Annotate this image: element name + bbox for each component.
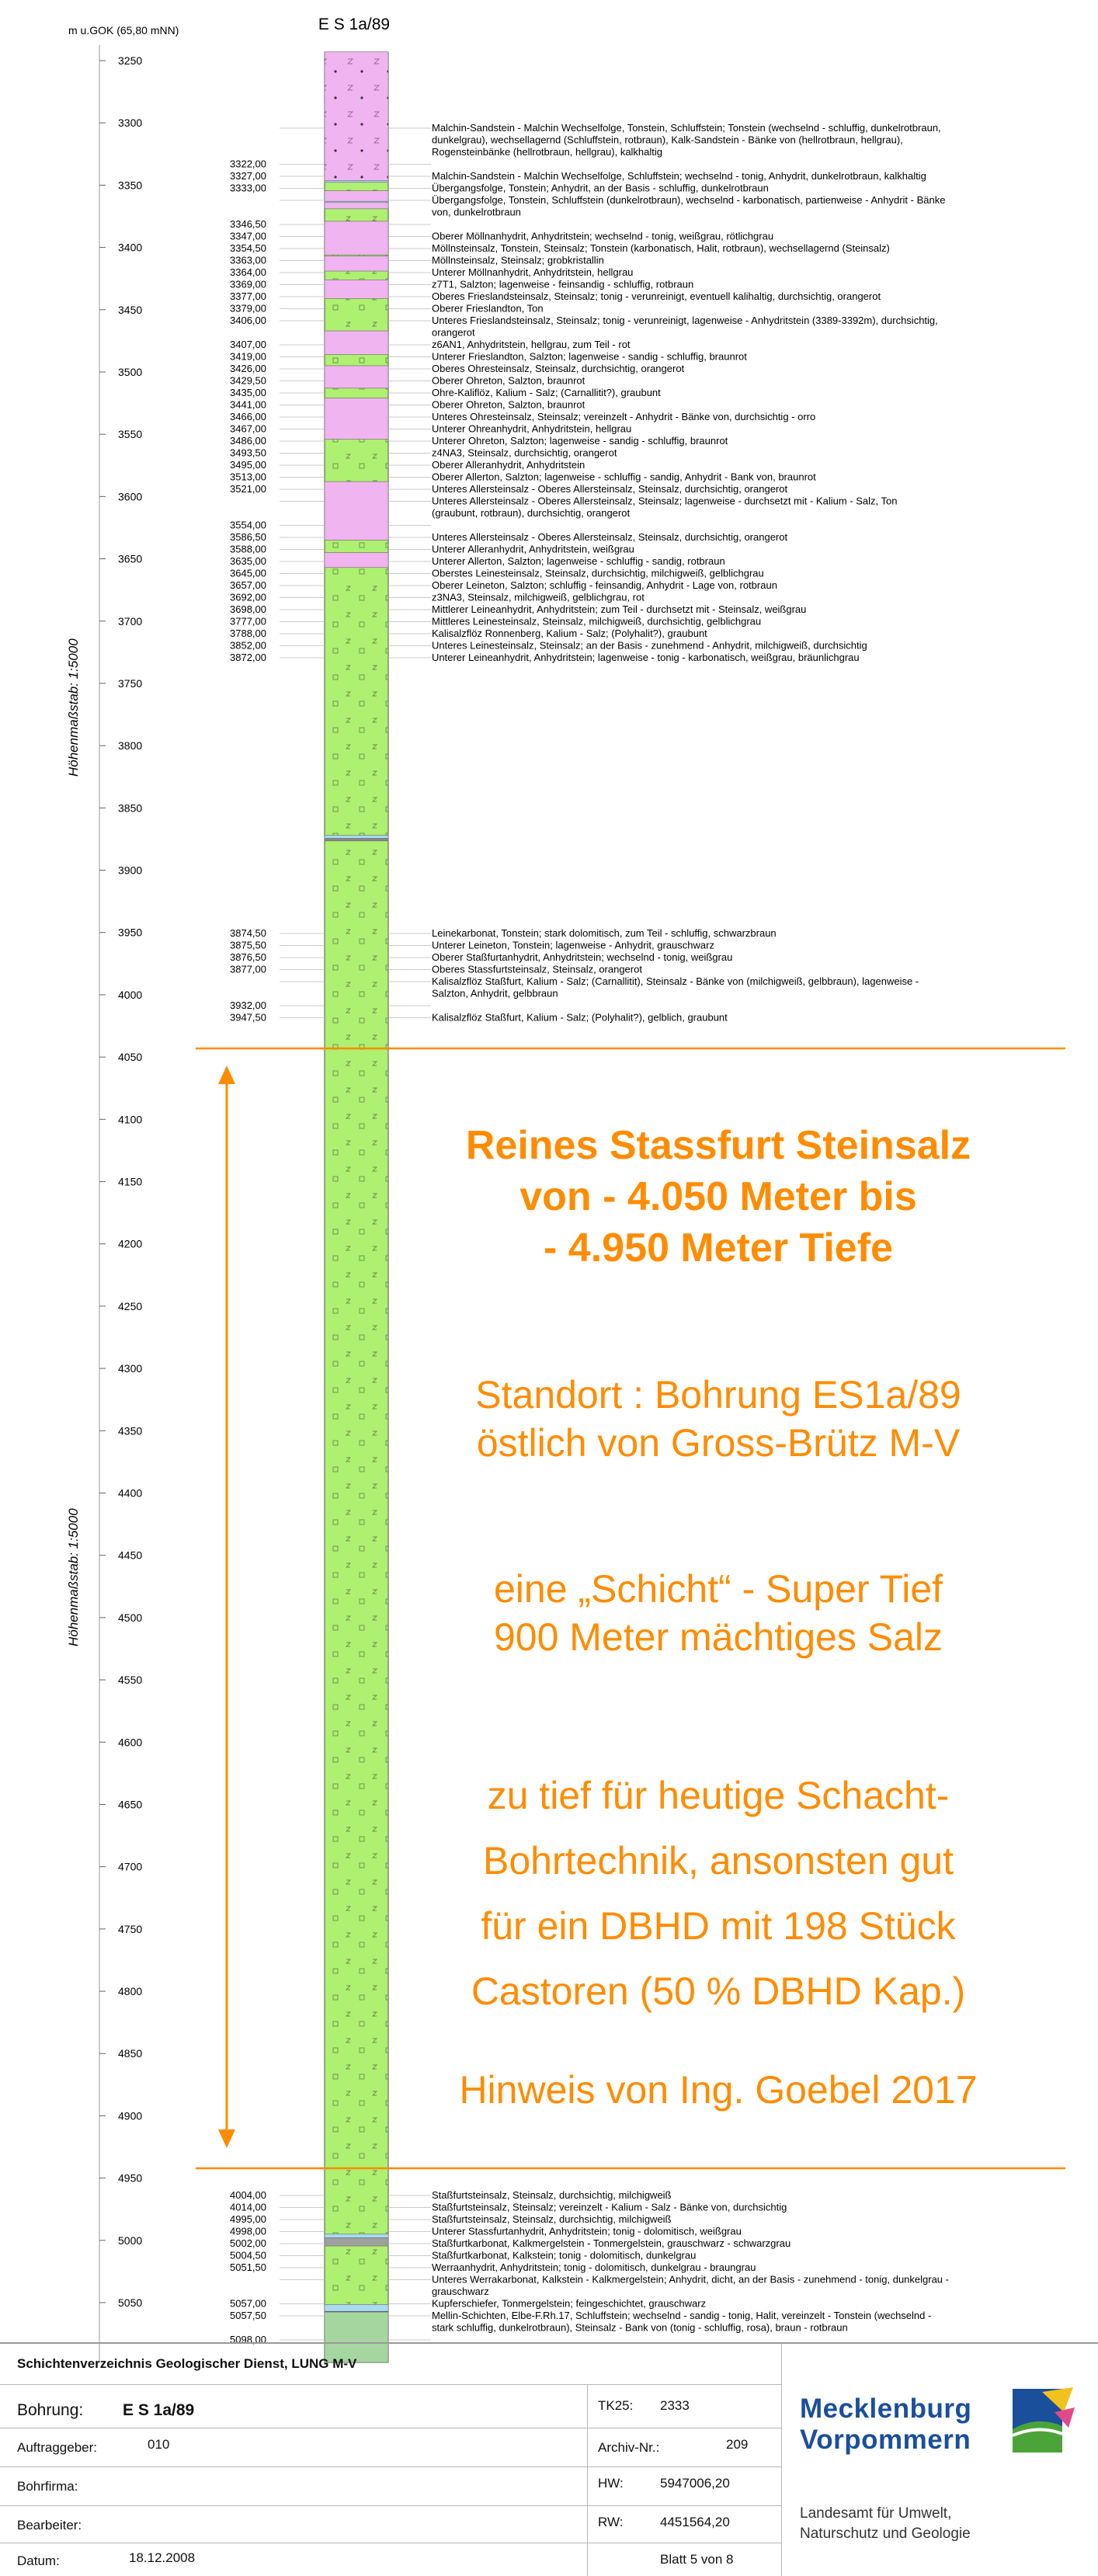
depth-tick-label: 3250 [118,54,143,67]
layer-description: Oberes Ohresteinsalz, Steinsalz, durchsichtig, orangerot [432,363,685,374]
depth-tick-label: 4050 [118,1051,143,1064]
layer-row [230,399,585,411]
annotation-line: für ein DBHD mit 198 Stück [481,1904,956,1948]
rw-label: RW: [598,2515,624,2529]
layer-row [230,2213,672,2225]
layer-depth: 3852,00 [230,639,266,652]
title-block-heading: Schichtenverzeichnis Geologischer Dienst, LUNG M-V [17,2356,357,2371]
annotation-credit: Hinweis von Ing. Goebel 2017 [459,2068,978,2112]
layer-description: Unteres Allersteinsalz - Oberes Allersteinsalz, Steinsalz, durchsichtig, orangerot [432,531,788,543]
depth-tick-label: 4000 [118,988,143,1001]
layer-depth: 3466,00 [230,411,266,422]
layer-depth: 3406,00 [230,315,266,326]
layer-description: Unteres Frieslandsteinsalz, Steinsalz; tonig - verunreinigt, lagenweise - Anhydritstein (3389-3392m), durchsichtig, [432,315,938,326]
annotation-heading [388,1120,1048,1274]
layer-row [230,2189,672,2201]
layer-depth: 3346,50 [230,218,266,230]
depth-tick-label: 4750 [118,1922,143,1935]
layer-row [230,2298,706,2310]
layer-description: Möllnsteinsalz, Tonstein, Steinsalz; Tonstein (karbonatisch, Halit, rotbraun), wechsellagernd (Steinsalz) [432,242,890,254]
depth-tick-label: 3700 [118,614,143,627]
layer-description: Malchin-Sandstein - Malchin Wechselfolge, Schluffstein; wechselnd - tonig, Anhydrit, dunkelrotbraun, kalkhaltig [432,170,926,182]
layer-description: z3NA3, Steinsalz, milchigweiß, gelblichgrau, rot [432,591,645,603]
bohrung-value: E S 1a/89 [123,2401,195,2419]
layer-description: orangerot [432,326,475,339]
layer-depth: 3698,00 [230,603,266,615]
layer-depth: 3493,50 [230,447,266,459]
depth-tick-label: 3350 [118,179,143,192]
layer-row [230,544,634,555]
depth-tick-label: 4450 [118,1549,143,1562]
layer-depth: 3407,00 [230,339,266,350]
layer-description: Unterer Ohreton, Salzton; lagenweise - sandig - schluffig, braunrot [432,435,728,447]
layer-description: Oberer Staßfurtanhydrit, Anhydritstein; wechselnd - tonig, weißgrau [432,951,733,963]
layer-depth: 3877,00 [230,963,266,975]
annotation-line: östlich von Gross-Brütz M-V [476,1421,961,1465]
datum-label: Datum: [17,2553,60,2568]
anhydrite-band [325,836,388,839]
layer-description: Kalisalzflöz Ronnenberg, Kalium - Salz; (Polyhalit?), graubunt [432,627,707,639]
depth-tick-label: 4150 [118,1175,143,1188]
annotation-line: eine „Schicht“ - Super Tief [493,1567,943,1611]
layer-depth: 3441,00 [230,398,266,411]
layer-row [230,1012,728,1024]
depth-tick-label: 3900 [118,864,143,877]
layer-description: Ohre-Kaliflöz, Kalium - Salz; (Carnallitit?), graubunt [432,387,661,398]
layer-row [230,447,617,459]
layer-description: z6AN1, Anhydritstein, hellgrau, zum Teil - rot [432,339,631,350]
datum-value: 18.12.2008 [129,2550,196,2565]
layer-description: Werraanhydrit, Anhydritstein; tonig - dolomitisch, dunkelgrau - braungrau [432,2261,756,2273]
bohrfirma-label: Bohrfirma: [17,2479,78,2494]
archiv-label: Archiv-Nr.: [598,2440,660,2455]
depth-tick-label: 4850 [118,2047,143,2060]
layer-depth: 3486,00 [230,435,266,447]
red-bed-interval [325,52,388,181]
layer-row [230,266,633,278]
layer-depth: 4995,00 [230,2213,266,2225]
layer-depth: 3645,00 [230,567,266,579]
layer-depth: 3554,00 [230,519,266,531]
layer-description: Unterer Leineton, Tonstein; lagenweise - Anhydrit, grauschwarz [432,939,714,951]
layer-description: Unterer Ohreanhydrit, Anhydritstein, hellgrau [432,422,632,435]
layer-row [230,555,725,567]
logo-emblem [1008,2384,1078,2462]
layer-row [230,568,764,579]
layer-description: Rogensteinbänke (hellrotbraun, hellgrau), kalkhaltig [432,146,663,158]
layer-description: Unteres Allersteinsalz - Oberes Allersteinsalz, Steinsalz, durchsichtig, orangerot [432,483,788,495]
depth-tick-label: 4900 [118,2109,143,2122]
layer-row [230,627,707,639]
layer-depth: 5057,50 [230,2310,266,2321]
agency-line1: Landesamt für Umwelt, [800,2505,952,2522]
layer-depth: 3419,00 [230,350,266,363]
layer-description: Mellin-Schichten, Elbe-F.Rh.17, Schluffstein; wechselnd - sandig - tonig, Halit, vereinzelt - Tonstein (wechselnd - [432,2310,932,2321]
depth-unit-label: m u.GOK (65,80 mNN) [68,24,179,37]
archiv-value: 209 [726,2437,749,2452]
layer-depth: 3364,00 [230,266,266,278]
layer-depth: 5057,00 [230,2297,266,2310]
layer-depth: 3874,50 [230,927,266,939]
depth-tick-label: 3450 [118,303,143,316]
logo [800,2384,1079,2470]
layer-description: Oberstes Leinesteinsalz, Steinsalz, durchsichtig, milchigweiß, gelblichgrau [432,567,764,579]
layer-description: stark schluffig, dunkelrotbraun), Steinsalz - Bank von (tonig - schluffig, rosa), braun - rotbraun [432,2321,848,2334]
layer-row [230,183,769,194]
depth-tick-label: 3300 [118,116,143,130]
layer-depth: 5098,00 [230,2334,266,2345]
tk25-label: TK25: [598,2398,634,2413]
layer-description: Unterer Stassfurtanhydrit, Anhydritstein; tonig - dolomitisch, weißgrau [432,2225,742,2237]
depth-tick-label: 3500 [118,365,143,378]
salt-clay-band [325,203,388,209]
layer-row [230,423,631,435]
layer-depth: 3657,00 [230,579,266,591]
layer-depth: 3322,00 [230,158,266,170]
layer-description: Unterer Alleranhydrit, Anhydritstein, weißgrau [432,543,634,555]
depth-tick-label: 3750 [118,676,143,690]
well-title: E S 1a/89 [318,16,391,33]
depth-tick-label: 3850 [118,801,143,815]
layer-depth: 3932,00 [230,999,266,1011]
layer-depth: 3363,00 [230,254,266,266]
layer-row [230,964,642,975]
layer-row [230,592,645,603]
layer-depth: 3347,00 [230,230,266,242]
layer-row [230,471,816,483]
depth-tick-label: 3550 [118,428,143,441]
layer-description: Unteres Leinesteinsalz, Steinsalz; an der Basis - zunehmend - Anhydrit, milchigweiß, durchsichtig [432,639,867,652]
layer-description: Staßfurtkarbonat, Kalkmergelstein - Tonmergelstein, grauschwarz - schwarzgrau [432,2237,791,2249]
logo-text-line1: Mecklenburg [800,2393,972,2424]
layer-row [230,2237,790,2249]
layer-depth: 3513,00 [230,471,266,483]
scale-label-lower: Höhenmaßstab: 1:5000 [66,1508,81,1646]
layer-depth: 3875,50 [230,939,266,951]
salt-clay-band [325,331,388,354]
salt-clay-band [325,366,388,388]
layer-description: z7T1, Salzton; lagenweise - feinsandig - schluffig, rotbraun [432,278,694,290]
anhydrite-band [325,181,388,183]
layer-description: Übergangsfolge, Tonstein, Schluffstein (dunkelrotbraun), wechselnd - karbonatisch, partienweise - Anhydrit - Bänke [432,194,946,206]
layer-description: Oberer Ohreton, Salzton, braunrot [432,374,585,387]
layer-description: Übergangsfolge, Tonstein; Anhydrit, an der Basis - schluffig, dunkelrotbraun [432,182,769,194]
layer-description: Unterer Leineanhydrit, Anhydritstein; lagenweise - tonig - karbonatisch, weißgrau, bräunlichgrau [432,652,860,663]
layer-depth: 3429,50 [230,374,266,387]
sheet-number: Blatt 5 von 8 [660,2552,734,2567]
bearbeiter-label: Bearbeiter: [17,2518,82,2533]
annotation-layer [388,1565,1048,1661]
layer-row [230,339,631,350]
anhydrite-band [325,2304,388,2311]
depth-tick-label: 4650 [118,1798,143,1811]
depth-tick-label: 4950 [118,2171,143,2185]
layer-depth: 3426,00 [230,363,266,374]
depth-tick-label: 4200 [118,1237,143,1250]
hw-label: HW: [598,2476,624,2491]
layer-row [230,255,604,266]
layer-row [230,579,777,591]
layer-depth: 3876,50 [230,951,266,963]
depth-tick-label: 4250 [118,1299,143,1312]
depth-tick-label: 3400 [118,241,143,254]
depth-range-arrow [218,1066,235,2148]
layer-description: Malchin-Sandstein - Malchin Wechselfolge, Tonstein, Schluffstein; Tonstein (wechselnd - schluffig, dunkelrotbraun, [432,122,941,134]
layer-depth: 3379,00 [230,302,266,315]
layer-depth: 3495,00 [230,459,266,471]
layer-depth: 5051,50 [230,2261,266,2273]
annotation-line: zu tief für heutige Schacht- [487,1774,950,1817]
depth-tick-label: 4400 [118,1486,143,1500]
layer-description: (graubunt, rotbraun), durchsichtig, orangerot [432,507,631,519]
layer-description: Staßfurtsteinsalz, Steinsalz, durchsichtig, milchigweiß [432,2213,672,2225]
layer-row [230,279,693,290]
layer-row [230,2250,696,2261]
layer-row [230,483,787,495]
annotation-line: Bohrtechnik, ansonsten gut [483,1839,954,1882]
layer-depth: 4014,00 [230,2201,266,2213]
layer-row [230,531,787,543]
layer-depth: 3635,00 [230,555,266,567]
annotation-heading-line: von - 4.050 Meter bis [519,1174,917,1219]
salt-clay-band [325,398,388,440]
layer-depth: 3692,00 [230,591,266,603]
bohrung-label: Bohrung: [17,2401,84,2419]
depth-tick-label: 4100 [118,1113,143,1126]
auftraggeber-label: Auftraggeber: [17,2440,98,2455]
layer-depth: 3947,50 [230,1011,266,1024]
layer-depth: 3777,00 [230,615,266,627]
layer-row [230,363,685,374]
salt-clay-band [325,553,388,568]
layer-depth: 3333,00 [230,182,266,194]
title-block [0,2342,1098,2574]
annotation-line: Castoren (50 % DBHD Kap.) [471,1969,966,2013]
layer-row [230,927,777,939]
layer-row [230,351,747,363]
layer-description: Oberer Frieslandton, Ton [432,302,544,315]
layer-description: Mittlerer Leineanhydrit, Anhydritstein; zum Teil - durchsetzt mit - Steinsalz, weißgrau [432,603,807,615]
layer-depth: 4004,00 [230,2189,266,2201]
layer-row [230,435,728,447]
salt-clay-band [325,481,388,540]
layer-depth: 3354,50 [230,242,266,254]
depth-tick-label: 3650 [118,552,143,565]
layer-depth: 3467,00 [230,422,266,435]
salt-clay-band [325,221,388,255]
carbonate-band [325,839,388,841]
depth-tick-label: 5000 [118,2234,143,2247]
layer-description: Oberer Allerton, Salzton; lagenweise - schluffig - sandig, Anhydrit - Bank von, braunrot [432,471,816,483]
layer-description: von, dunkelrotbraun [432,206,521,218]
layer-depth: 5004,50 [230,2249,266,2261]
annotation-note [388,1763,1048,2024]
layer-depth: 3369,00 [230,278,266,290]
tk25-value: 2333 [660,2398,690,2413]
layer-description: Unteres Ohresteinsalz, Steinsalz; vereinzelt - Anhydrit - Bänke von, durchsichtig - orro [432,411,816,422]
layer-description: Kalisalzflöz Staßfurt, Kalium - Salz; (Carnallitit), Steinsalz - Bänke von (milchigweiß, gelbbraun), lagenweise - [432,975,919,987]
layer-description: Oberer Leineton, Salzton; schluffig - feinsandig, Anhydrit - Lage von, rotbraun [432,579,777,591]
layer-row [230,940,714,951]
depth-tick-label: 3800 [118,739,143,753]
agency-line2: Naturschutz und Geologie [800,2526,971,2542]
annotation-heading-line: - 4.950 Meter Tiefe [544,1225,893,1271]
layer-row [230,2261,756,2273]
anhydrite-band [325,2234,388,2238]
layer-description: Mittleres Leinesteinsalz, Steinsalz, milchigweiß, durchsichtig, gelblichgrau [432,615,762,627]
layer-description: Kalisalzflöz Staßfurt, Kalium - Salz; (Polyhalit?), gelblich, graubunt [432,1011,728,1024]
layer-depth: 3586,50 [230,531,266,543]
salt-clay-band [325,256,388,271]
logo-text-line2: Vorpommern [800,2425,971,2455]
annotation-line: Standort : Bohrung ES1a/89 [475,1373,961,1417]
layer-row [230,603,806,615]
hw-value: 5947006,20 [660,2476,730,2491]
layer-description: dunkelgrau), wechsellagernd (Schluffstein, rotbraun), Kalk-Sandstein - Bänke von (hellrotbraun, hellgrau), [432,134,903,146]
layer-depth: 3327,00 [230,170,266,182]
carbonate-band [325,2238,388,2246]
depth-tick-label: 4550 [118,1674,143,1687]
depth-tick-label: 4700 [118,1860,143,1873]
layer-depth: 3872,00 [230,652,266,663]
depth-tick-label: 5050 [118,2296,143,2310]
layer-row [230,231,773,242]
layer-row [230,387,661,398]
depth-tick-label: 3600 [118,490,143,503]
auftraggeber-value: 010 [148,2437,170,2452]
annotation-heading-line: Reines Stassfurt Steinsalz [465,1123,971,1168]
depth-tick-label: 3950 [118,926,143,939]
layer-depth: 3788,00 [230,627,266,639]
layer-depth: 5002,00 [230,2237,266,2249]
layer-description: Oberer Alleranhydrit, Anhydritstein [432,459,585,471]
layer-depth: 3377,00 [230,290,266,302]
layer-row [230,2202,787,2213]
layer-description: Oberer Möllnanhydrit, Anhydritstein; wechselnd - tonig, weißgrau, rötlichgrau [432,230,774,242]
salt-clay-band [325,280,388,298]
layer-row [230,2226,742,2237]
layer-description: Oberes Frieslandsteinsalz, Steinsalz; tonig - verunreinigt, eventuell kalihaltig, durchsichtig, orangerot [432,290,881,302]
annotation-location [388,1371,1048,1467]
layer-depth: 3588,00 [230,543,266,555]
layer-depth: 3435,00 [230,387,266,398]
layer-row [230,375,585,387]
layer-depth: 3521,00 [230,483,266,495]
depth-tick-label: 4350 [118,1424,143,1437]
annotation-line: 900 Meter mächtiges Salz [493,1615,943,1659]
depth-tick-label: 4600 [118,1736,143,1749]
rw-value: 4451564,20 [660,2515,730,2529]
layer-description: z4NA3, Steinsalz, durchsichtig, orangerot [432,447,617,459]
layer-description: Staßfurtsteinsalz, Steinsalz; vereinzelt - Kalium - Salz - Bänke von, durchsichtig [432,2201,787,2213]
layer-row [230,411,815,422]
layer-description: grauschwarz [432,2286,489,2297]
layer-row [230,459,585,471]
scale-label-upper: Höhenmaßstab: 1:5000 [66,638,81,777]
depth-tick-label: 4300 [118,1362,143,1375]
depth-tick-label: 4800 [118,1985,143,1998]
layer-description: Kupferschiefer, Tonmergelstein; feingeschichtet, grauschwarz [432,2297,707,2310]
layer-description: Unterer Allerton, Salzton; lagenweise - schluffig - sandig, rotbraun [432,555,725,567]
layer-row [230,951,732,963]
layer-description: Unteres Allersteinsalz - Oberes Allersteinsalz, Steinsalz; lagenweise - durchsetzt mit - Kalium - Salz, Ton [432,495,898,507]
layer-description: Leinekarbonat, Tonstein; stark dolomitisch, zum Teil - schluffig, schwarzbraun [432,927,777,939]
layer-description: Salzton, Anhydrit, gelbbraun [432,987,558,999]
layer-description: Möllnsteinsalz, Steinsalz; grobkristallin [432,254,604,266]
layer-row [230,616,761,627]
layer-description: Oberer Ohreton, Salzton, braunrot [432,398,585,411]
salt-clay-band [325,191,388,202]
layer-description: Unterer Frieslandton, Salzton; lagenweise - sandig - schluffig, braunrot [432,350,747,363]
depth-tick-label: 4500 [118,1611,143,1624]
layer-description: Staßfurtsteinsalz, Steinsalz, durchsichtig, milchigweiß [432,2189,672,2201]
layer-description: Unterer Möllnanhydrit, Anhydritstein, hellgrau [432,266,634,278]
layer-depth: 4998,00 [230,2225,266,2237]
layer-description: Unteres Werrakarbonat, Kalkstein - Kalkmergelstein; Anhydrit, dicht, an der Basis - zunehmend - tonig, dunkelgrau - [432,2273,949,2286]
layer-description: Staßfurtkarbonat, Kalkstein; tonig - dolomitisch, dunkelgrau [432,2249,697,2261]
layer-description: Oberes Stassfurtsteinsalz, Steinsalz, orangerot [432,963,642,975]
